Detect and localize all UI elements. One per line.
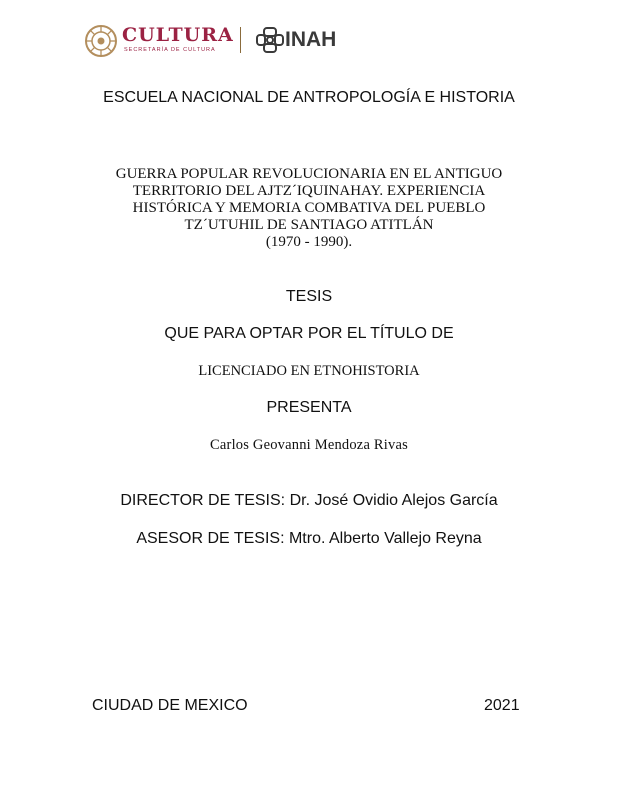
inah-logo xyxy=(255,25,355,57)
thesis-director: DIRECTOR DE TESIS: Dr. José Ovidio Alejos García xyxy=(120,492,498,509)
presents-label: PRESENTA xyxy=(266,399,352,416)
thesis-advisor: ASESOR DE TESIS: Mtro. Alberto Vallejo Reyna xyxy=(136,530,482,547)
logo-divider xyxy=(240,27,241,53)
cultura-subtitle: SECRETARÍA DE CULTURA xyxy=(124,47,216,53)
inah-emblem-icon xyxy=(255,25,285,55)
title-period: (1970 - 1990). xyxy=(265,234,353,250)
title-line: HISTÓRICA Y MEMORIA COMBATIVA DEL PUEBLO xyxy=(132,200,486,216)
cultura-wordmark: CULTURA xyxy=(122,24,234,46)
title-line: TZ´UTUHIL DE SANTIAGO ATITLÁN xyxy=(184,217,434,233)
document-type: TESIS xyxy=(285,288,333,305)
school-name: ESCUELA NACIONAL DE ANTROPOLOGÍA E HISTORIA xyxy=(103,89,515,106)
title-line: GUERRA POPULAR REVOLUCIONARIA EN EL ANTIGUO xyxy=(115,166,503,182)
cultura-logo xyxy=(84,22,234,58)
degree-intro: QUE PARA OPTAR POR EL TÍTULO DE xyxy=(164,325,454,342)
city: CIUDAD DE MEXICO xyxy=(92,697,248,714)
thesis-title xyxy=(94,166,524,251)
cultura-emblem-icon xyxy=(84,24,118,58)
title-line: TERRITORIO DEL AJTZ´IQUINAHAY. EXPERIENCIA xyxy=(132,183,486,199)
year: 2021 xyxy=(484,697,520,714)
degree-title: LICENCIADO EN ETNOHISTORIA xyxy=(198,363,420,379)
inah-wordmark: INAH xyxy=(285,28,337,51)
author-name: Carlos Geovanni Mendoza Rivas xyxy=(210,437,408,453)
